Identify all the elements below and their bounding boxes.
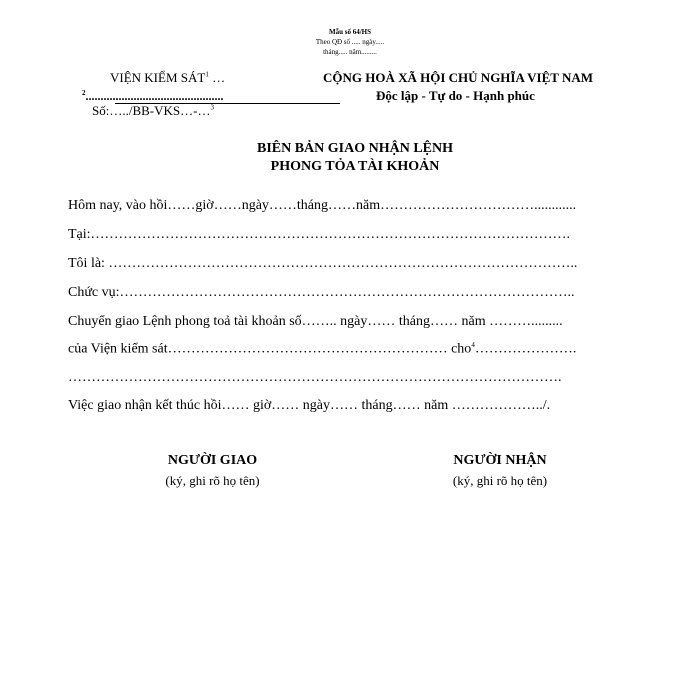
footnote-mark-3: 3: [210, 103, 214, 112]
footnote-mark-2: 2: [82, 89, 86, 97]
form-code: [0, 27, 700, 57]
document-number: [92, 103, 214, 119]
body-line-place: Tại:………………………………………………………………………………………….: [68, 227, 571, 242]
agency-label: VIỆN KIỂM SÁT: [110, 70, 206, 85]
form-code-decision: Theo QĐ số ..... ngày.....: [315, 38, 385, 46]
body-line-time: Hôm nay, vào hồi……giờ……ngày……tháng……năm……………………………............: [68, 198, 577, 213]
national-motto: Độc lập - Tự do - Hạnh phúc: [376, 88, 535, 103]
form-code-number: Mẫu số 64/HS: [328, 28, 371, 36]
body-line-agency-tail: ………………….: [474, 341, 577, 357]
agency-dots: …: [208, 70, 226, 85]
body-line-end-time: Việc giao nhận kết thúc hồi…… giờ…… ngày…… tháng…… năm ………………../.: [68, 398, 551, 413]
agency-sub-dots: ..............................................: [85, 89, 224, 103]
body-line-position: Chức vụ:……………………………………………………………………………………..: [68, 285, 575, 300]
form-code-date: tháng..... năm.........: [323, 48, 377, 56]
body-line-agency-text: của Viện kiểm sát…………………………………………………… cho: [68, 341, 472, 357]
body-line-continuation: …………………………………………………………………………………………….: [68, 370, 562, 385]
body-line-order: Chuyển giao Lệnh phong toả tài khoản số…….. ngày…… tháng…… năm ……….........: [68, 314, 563, 329]
body-line-agency: [68, 341, 576, 358]
body-line-name: Tôi là: ………………………………………………………………………………………..: [68, 256, 578, 271]
signature-receiver-note: (ký, ghi rõ họ tên): [452, 473, 548, 488]
national-title: CỘNG HOÀ XÃ HỘI CHỦ NGHĨA VIỆT NAM: [323, 70, 594, 85]
signature-receiver-title: NGƯỜI NHẬN: [453, 453, 547, 468]
document-title-line-1: BIÊN BẢN GIAO NHẬN LỆNH: [256, 141, 454, 156]
footnote-mark-4: 4: [471, 341, 475, 349]
footnote-mark-1: 1: [205, 70, 209, 79]
agency-name: [110, 70, 225, 86]
signature-giver-note: (ký, ghi rõ họ tên): [165, 473, 260, 488]
signature-giver-title: NGƯỜI GIAO: [167, 453, 258, 468]
agency-sub-unit: [82, 89, 224, 104]
document-number-text: Số:…../BB-VKS…-…: [92, 103, 211, 118]
document-title-line-2: PHONG TỎA TÀI KHOẢN: [270, 159, 440, 174]
